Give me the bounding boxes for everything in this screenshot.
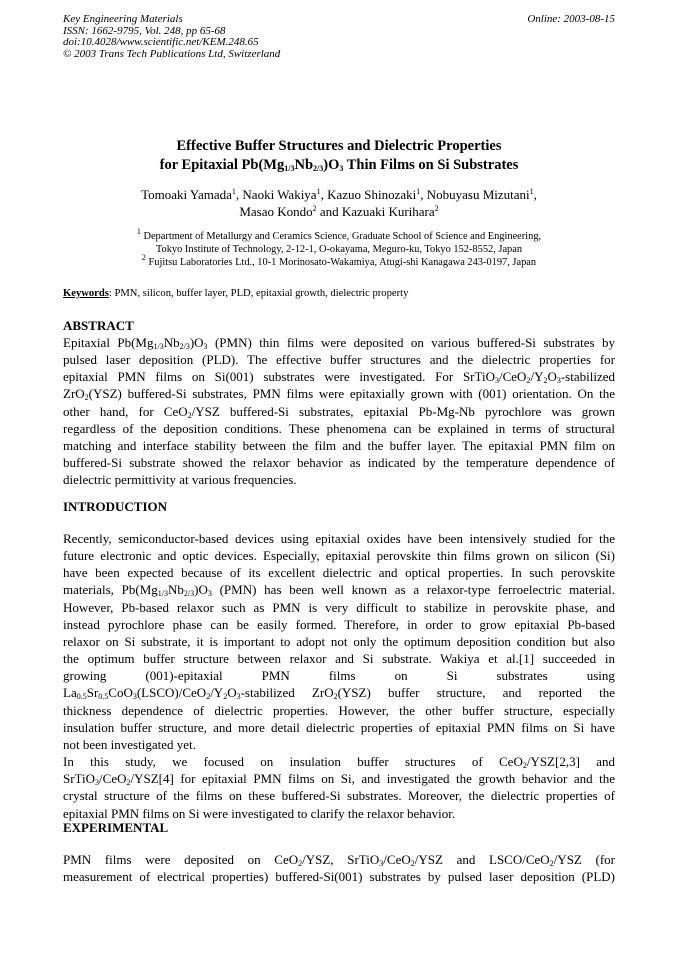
author-line-2: Masao Kondo$^2$ and Kazuaki Kurihara$^2$ <box>239 204 439 219</box>
running-header <box>63 14 615 60</box>
keywords-label: Keywords <box>63 288 109 299</box>
keywords <box>63 287 615 300</box>
affiliation-2: $^2$ Fujitsu Laboratories Ltd., 10-1 Morinosato-Wakamiya, Atugi-shi Kanagawa 243-0197, Japan <box>141 253 537 268</box>
author-list <box>63 186 615 220</box>
issn-line: ISSN: 1662-9795, Vol. 248, pp 65-68 <box>63 24 226 37</box>
copyright-line: © 2003 Trans Tech Publications Ltd, Switzerland <box>63 47 281 60</box>
introduction-body: Recently, semiconductor-based devices using epitaxial oxides have been intensively studied for the future electronic and optic devices. Especially, epitaxial perovskite thin films grown on silicon (Si) have been expected because of its excellent dielectric and optical properties. In such perovskite materials, $Pb(Mg_{1/3}Nb_{2/3})O_3$ (PMN) has been well known as a relaxor-type ferroelectric material. However, Pb-based relaxor such as PMN is very difficult to stabilize in perovskite phase, and instead pyrochlore phase can be easily formed. Therefore, in order to grow epitaxial Pb-based relaxor on Si substrate, it is important to adopt not only the optimum deposition condition but also the optimum buffer structure between relaxor and Si substrate. Wakiya et al.[1] succeeded in growing (001)-epitaxial PMN films on Si substrates using $La_{0.5}Sr_{0.5}CoO_3(LSCO)/CeO_2/Y_2O_3$-stabilized ZrO$_2$(YSZ) buffer structure, and reported the thickness dependence of dielectric properties. However, the other buffer structure, especially insulation buffer structure, and more detail dielectric properties of epitaxial PMN films on Si have not been investigated yet. In this study, we focused on insulation buffer structures of CeO$_2$/YSZ[2,3] and SrTiO$_3$/CeO$_2$/YSZ[4] for epitaxial PMN films on Si, and investigated the growth behavior and the crystal structure of the films on these buffered-Si substrates. Moreover, the dielectric properties of epitaxial PMN films on Si were investigated to clarify the relaxor behavior. <box>63 531 615 821</box>
introduction-heading: INTRODUCTION <box>63 499 168 514</box>
introduction-section <box>63 498 615 822</box>
online-date: Online: 2003-08-15 <box>527 13 615 25</box>
title-line-1: Effective Buffer Structures and Dielectric Properties <box>176 138 502 154</box>
experimental-body: PMN films were deposited on CeO$_2$/YSZ, SrTiO$_3$/CeO$_2$/YSZ and LSCO/CeO$_2$/YSZ (for measurement of electrical properties) buffered-Si(001) substrates by pulsed laser deposition (PLD) <box>63 852 616 885</box>
affiliation-1-cont: Tokyo Institute of Technology, 2-12-1, O-okayama, Meguro-ku, Tokyo 152-8552, Japan <box>155 244 523 255</box>
title-line-2: for Epitaxial $Pb(Mg_{1/3}Nb_{2/3})O_3$ Thin Films on Si Substrates <box>159 157 519 173</box>
keywords-text: : PMN, silicon, buffer layer, PLD, epitaxial growth, dielectric property <box>108 288 409 299</box>
author-line-1: Tomoaki Yamada$^1$, Naoki Wakiya$^1$, Kazuo Shinozaki$^1$, Nobuyasu Mizutani$^1$, <box>141 187 537 202</box>
spread-line: growing (001)-epitaxial PMN films on Si substrates using <box>63 668 615 684</box>
abstract-section <box>63 317 615 488</box>
affiliation-1: $^1$ Department of Metallurgy and Ceramics Science, Graduate School of Science and Engineering, <box>136 227 542 242</box>
doi-line: doi:10.4028/www.scientific.net/KEM.248.65 <box>63 36 259 48</box>
journal-name: Key Engineering Materials <box>63 13 183 25</box>
experimental-section <box>63 819 615 885</box>
affiliations <box>63 227 615 269</box>
abstract-body: Epitaxial $Pb(Mg_{1/3}Nb_{2/3})O_3$ (PMN) thin films were deposited on various buffered-Si substrates by pulsed laser deposition (PLD). The effective buffer structures and the dielectric properties for epitaxial PMN films on Si(001) substrates were investigated. For $SrTiO_3/CeO_2/Y_2O_3$-stabilized ZrO$_2$(YSZ) buffered-Si substrates, PMN films were epitaxially grown with (001) orientation. On the other hand, for CeO$_2$/YSZ buffered-Si substrates, epitaxial Pb-Mg-Nb pyrochlore was grown regardless of the deposition conditions. These phenomena can be explained in terms of structural matching and interface stability between the film and the buffer layer. The epitaxial PMN film on buffered-Si substrate showed the relaxor behavior as indicated by the temperature dependence of dielectric permittivity at various frequencies. <box>63 335 616 488</box>
experimental-heading: EXPERIMENTAL <box>63 820 169 835</box>
abstract-heading: ABSTRACT <box>63 318 134 333</box>
paper-title <box>63 137 615 175</box>
